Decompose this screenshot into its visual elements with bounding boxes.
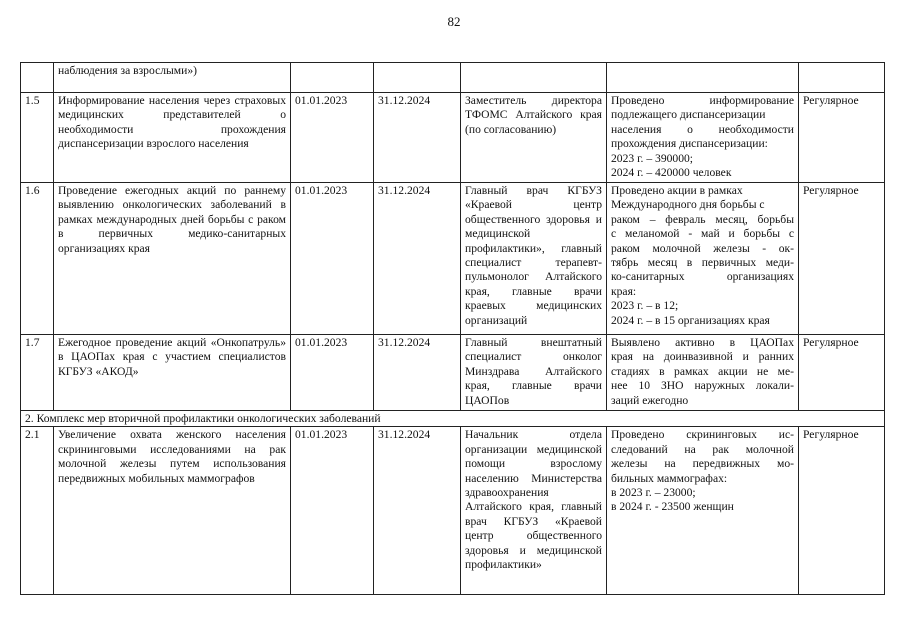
result-line: тябрь месяц в первичных меди- (611, 256, 794, 270)
start-date: 01.01.2023 (291, 183, 374, 335)
table-row (21, 427, 885, 595)
result (607, 93, 799, 183)
measure-text: Проведение ежегодных акций по раннему выявлению онкологических заболеваний в рамках международных дней борьбы с раком в первичных медико-санитарных организациях края (54, 183, 291, 335)
table-row (21, 335, 885, 411)
end-date (374, 63, 461, 93)
result-line: бильных маммографах: (611, 471, 728, 485)
measure-text: Информирование населения через страховых медицинских представителей о необходимости прохождения диспансеризации взрослого населения (54, 93, 291, 183)
row-number: 1.6 (21, 183, 54, 335)
result-line: прохождения диспансеризации: (611, 137, 768, 151)
result-line: с меланомой - май и борьбы с (611, 227, 794, 241)
measure-text: наблюдения за взрослыми») (54, 63, 291, 93)
start-date: 01.01.2023 (291, 335, 374, 411)
table-row (21, 183, 885, 335)
responsible: Заместитель директора ТФОМС Алтайского края (по согласованию) (461, 93, 607, 183)
measure-text: Ежегодное проведение акций «Онкопатруль» в ЦАОПах края с участием специалистов КГБУЗ «АКОД» (54, 335, 291, 411)
result (607, 335, 799, 411)
row-number: 1.7 (21, 335, 54, 411)
end-date: 31.12.2024 (374, 93, 461, 183)
end-date: 31.12.2024 (374, 427, 461, 595)
result-line: 2023 г. – в 12; (611, 299, 679, 313)
result-line: Выявлено активно в ЦАОПах (611, 336, 794, 349)
frequency (799, 63, 885, 93)
result-line: края на доинвазивной и ранних (611, 350, 794, 364)
table-row (21, 93, 885, 183)
result-line: 2024 г. – 420000 человек (611, 166, 732, 180)
table-row (21, 63, 885, 93)
result-line: Проведено информирование (611, 94, 794, 107)
section-heading: 2. Комплекс мер вторичной профилактики онкологических заболеваний (21, 411, 885, 427)
end-date: 31.12.2024 (374, 335, 461, 411)
table-row (21, 411, 885, 427)
result-line: Проведено скрининговых ис- (611, 428, 794, 442)
result (607, 63, 799, 93)
result-line: Международного дня борьбы с (611, 198, 765, 212)
start-date: 01.01.2023 (291, 427, 374, 595)
start-date (291, 63, 374, 93)
result-line: железы на передвижных мо- (611, 457, 794, 471)
result-line: населения о необходимости (611, 122, 794, 136)
row-number: 1.5 (21, 93, 54, 183)
result-line: 2024 г. – в 15 организациях края (611, 313, 770, 327)
start-date: 01.01.2023 (291, 93, 374, 183)
frequency: Регулярное (799, 183, 885, 335)
row-number (21, 63, 54, 93)
result-line: подлежащего диспансеризации (611, 108, 766, 122)
responsible (461, 63, 607, 93)
frequency: Регулярное (799, 335, 885, 411)
end-date: 31.12.2024 (374, 183, 461, 335)
responsible: Главный внештатный специалист онколог Минздрава Алтайского края, главные врачи ЦАОПов (461, 335, 607, 411)
frequency: Регулярное (799, 93, 885, 183)
result-line: в 2024 г. - 23500 женщин (611, 500, 734, 514)
result (607, 183, 799, 335)
result-line: в 2023 г. – 23000; (611, 486, 696, 500)
result-line: края: (611, 284, 637, 298)
frequency: Регулярное (799, 427, 885, 595)
result-line: следований на рак молочной (611, 442, 794, 456)
page-number: 82 (447, 14, 461, 29)
responsible: Главный врач КГБУЗ «Краевой центр общественного здоровья и медицинской профилактики», главный специалист терапевт-пульмонолог Алтайского края, главные врачи краевых медицинских организаций (461, 183, 607, 335)
result-line: стадиях в рамках акции не ме- (611, 364, 794, 378)
action-plan-table (20, 62, 885, 595)
result-line: раком молочной железы - ок- (611, 241, 794, 255)
result-line: 2023 г. – 390000; (611, 151, 694, 165)
measure-text: Увеличение охвата женского населения скрининговыми исследованиями на рак молочной железы путем использования передвижных мобильных маммографов (54, 427, 291, 595)
result-line: нее 10 ЗНО наружных локали- (611, 379, 794, 393)
result-line: ко-санитарных организациях (611, 270, 794, 284)
result-line: заций ежегодно (611, 393, 689, 407)
row-number: 2.1 (21, 427, 54, 595)
result-line: раком – февраль месяц, борьбы (611, 212, 794, 226)
result-line: Проведено акции в рамках (611, 184, 743, 197)
responsible: Начальник отдела организации медицинской помощи взрослому населению Министерства здравоохранения Алтайского края, главный врач КГБУЗ «Краевой центр общественного здоровья и медицинской профилактики» (461, 427, 607, 595)
result (607, 427, 799, 595)
